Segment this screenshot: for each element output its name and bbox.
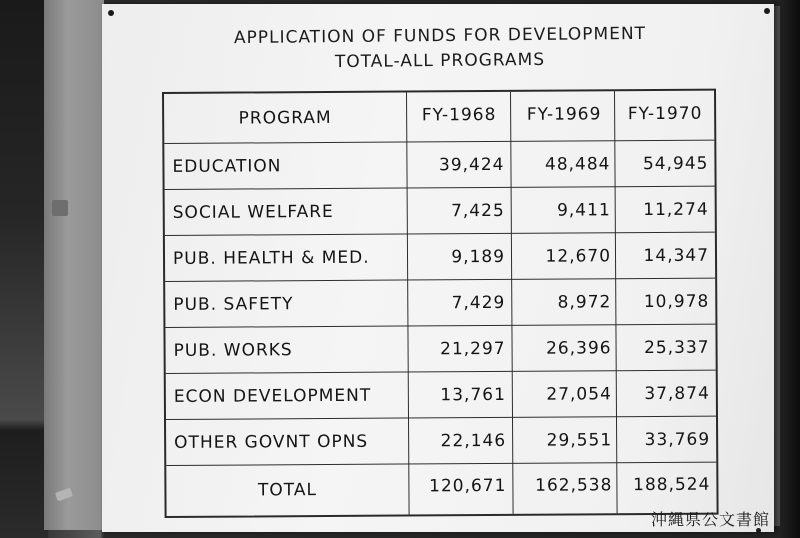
pushpin [108,10,114,16]
fy1969-value: 26,396 [546,338,612,359]
table-row [164,141,714,190]
table-total-row [166,463,716,516]
fy1970-value: 33,769 [644,429,711,451]
fy1970-value: 14,347 [643,245,710,267]
fy1969-value: 29,551 [546,430,613,451]
pushpin [764,8,770,14]
table-row [165,279,715,328]
table-row [165,325,715,374]
table-row [166,371,716,420]
archive-watermark: 沖縄県公文書館 [650,510,770,529]
header-program: PROGRAM [238,107,332,129]
funds-table [162,89,719,518]
fy1970-value: 11,274 [643,199,709,221]
easel-board [44,0,104,530]
program-name: PUB. WORKS [173,340,293,361]
fy1970-value: 37,874 [644,383,710,405]
tape-mark [52,200,68,216]
fy1968-value: 7,429 [451,292,506,314]
fy1970-value: 54,945 [642,153,709,175]
total-label: TOTAL [257,480,317,501]
program-name: PUB. HEALTH & MED. [172,247,370,269]
header-fy1969: FY-1969 [526,104,602,125]
program-name: OTHER GOVNT OPNS [174,431,369,453]
program-name: PUB. SAFETY [173,294,294,315]
fy1969-value: 12,670 [545,246,612,267]
fy1969-total: 162,538 [535,475,613,496]
fy1968-value: 7,425 [451,200,505,222]
table-row [166,417,716,466]
fy1970-total: 188,524 [633,474,711,496]
header-fy1970: FY-1970 [627,103,703,125]
table-row [165,233,715,282]
fy1970-value: 25,337 [644,337,710,359]
wall-background [0,0,48,538]
poster-title: APPLICATION OF FUNDS FOR DEVELOPMENT [233,23,647,49]
fy1968-value: 39,424 [438,154,505,176]
poster-subtitle: TOTAL-ALL PROGRAMS [334,49,546,73]
fy1968-value: 9,189 [451,246,506,268]
program-name: EDUCATION [172,156,282,177]
header-fy1968: FY-1968 [421,104,497,126]
fy1969-value: 8,972 [557,292,612,313]
fy1969-value: 27,054 [546,384,612,405]
table-row [165,187,715,236]
program-name: SOCIAL WELFARE [172,201,334,223]
fy1969-value: 48,484 [544,154,611,175]
fy1969-value: 9,411 [556,200,611,221]
fy1970-value: 10,978 [643,291,710,313]
fy1968-value: 13,761 [440,384,506,406]
table-header-row [164,91,714,144]
fy1968-value: 21,297 [440,338,506,360]
program-name: ECON DEVELOPMENT [173,385,372,407]
fy1968-total: 120,671 [429,475,507,497]
fy1968-value: 22,146 [440,430,507,452]
